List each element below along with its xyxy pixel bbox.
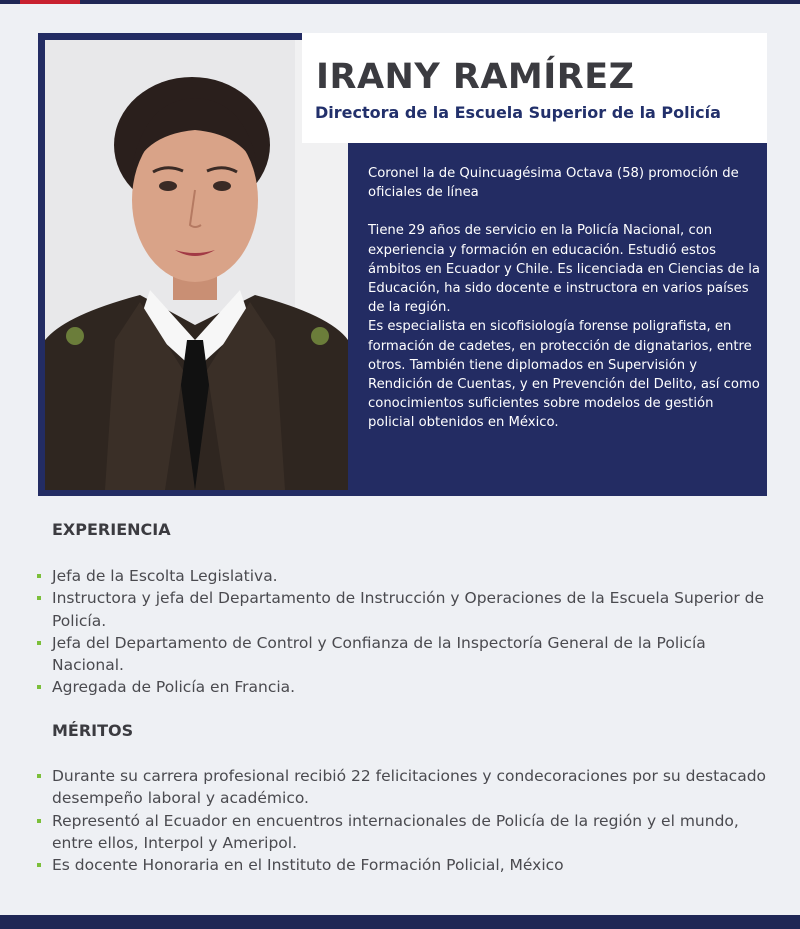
bullet-icon (37, 596, 41, 600)
bullet-icon (37, 863, 41, 867)
list-item: Jefa de la Escolta Legislativa. (36, 565, 776, 587)
bullet-icon (37, 819, 41, 823)
merits-list (36, 765, 776, 876)
list-item: Durante su carrera profesional recibió 22 felicitaciones y condecoraciones por su destacado desempeño laboral y académico. (36, 765, 776, 810)
list-item: Agregada de Policía en Francia. (36, 676, 776, 698)
bio-text (368, 164, 760, 433)
experience-title: EXPERIENCIA (52, 520, 171, 539)
list-item: Es docente Honoraria en el Instituto de Formación Policial, México (36, 854, 776, 876)
profile-name: IRANY RAMÍREZ (316, 57, 635, 97)
bullet-icon (37, 774, 41, 778)
bullet-icon (37, 641, 41, 645)
profile-role: Directora de la Escuela Superior de la Policía (315, 103, 721, 122)
bio-paragraph-3: Es especialista en sicofisiología forense poligrafista, en formación de cadetes, en protección de dignatarios, entre otros. También tiene diplomados en Supervisión y Rendición de Cuentas, y en Prevención del Delito, así como conocimientos suficientes sobre modelos de gestión policial obtenidos en México. (368, 319, 760, 431)
bio-paragraph-1: Coronel la de Quincuagésima Octava (58) promoción de oficiales de línea (368, 166, 739, 201)
list-item: Instructora y jefa del Departamento de Instrucción y Operaciones de la Escuela Superior de Policía. (36, 587, 776, 632)
bullet-icon (37, 685, 41, 689)
bullet-icon (37, 574, 41, 578)
top-accent (20, 0, 80, 4)
experience-list (36, 565, 776, 699)
top-strip (0, 0, 800, 4)
list-item: Representó al Ecuador en encuentros internacionales de Policía de la región y el mundo, entre ellos, Interpol y Ameripol. (36, 810, 776, 855)
header-box (302, 33, 767, 143)
merits-title: MÉRITOS (52, 721, 134, 740)
bio-paragraph-2: Tiene 29 años de servicio en la Policía Nacional, con experiencia y formación en educación. Estudió estos ámbitos en Ecuador y Chile. Es licenciada en Ciencias de la Educación, ha sido docente e instructora en varios países de la región. (368, 223, 760, 316)
list-item: Jefa del Departamento de Control y Confianza de la Inspectoría General de la Policía Nacional. (36, 632, 776, 677)
bottom-bar (0, 915, 800, 929)
